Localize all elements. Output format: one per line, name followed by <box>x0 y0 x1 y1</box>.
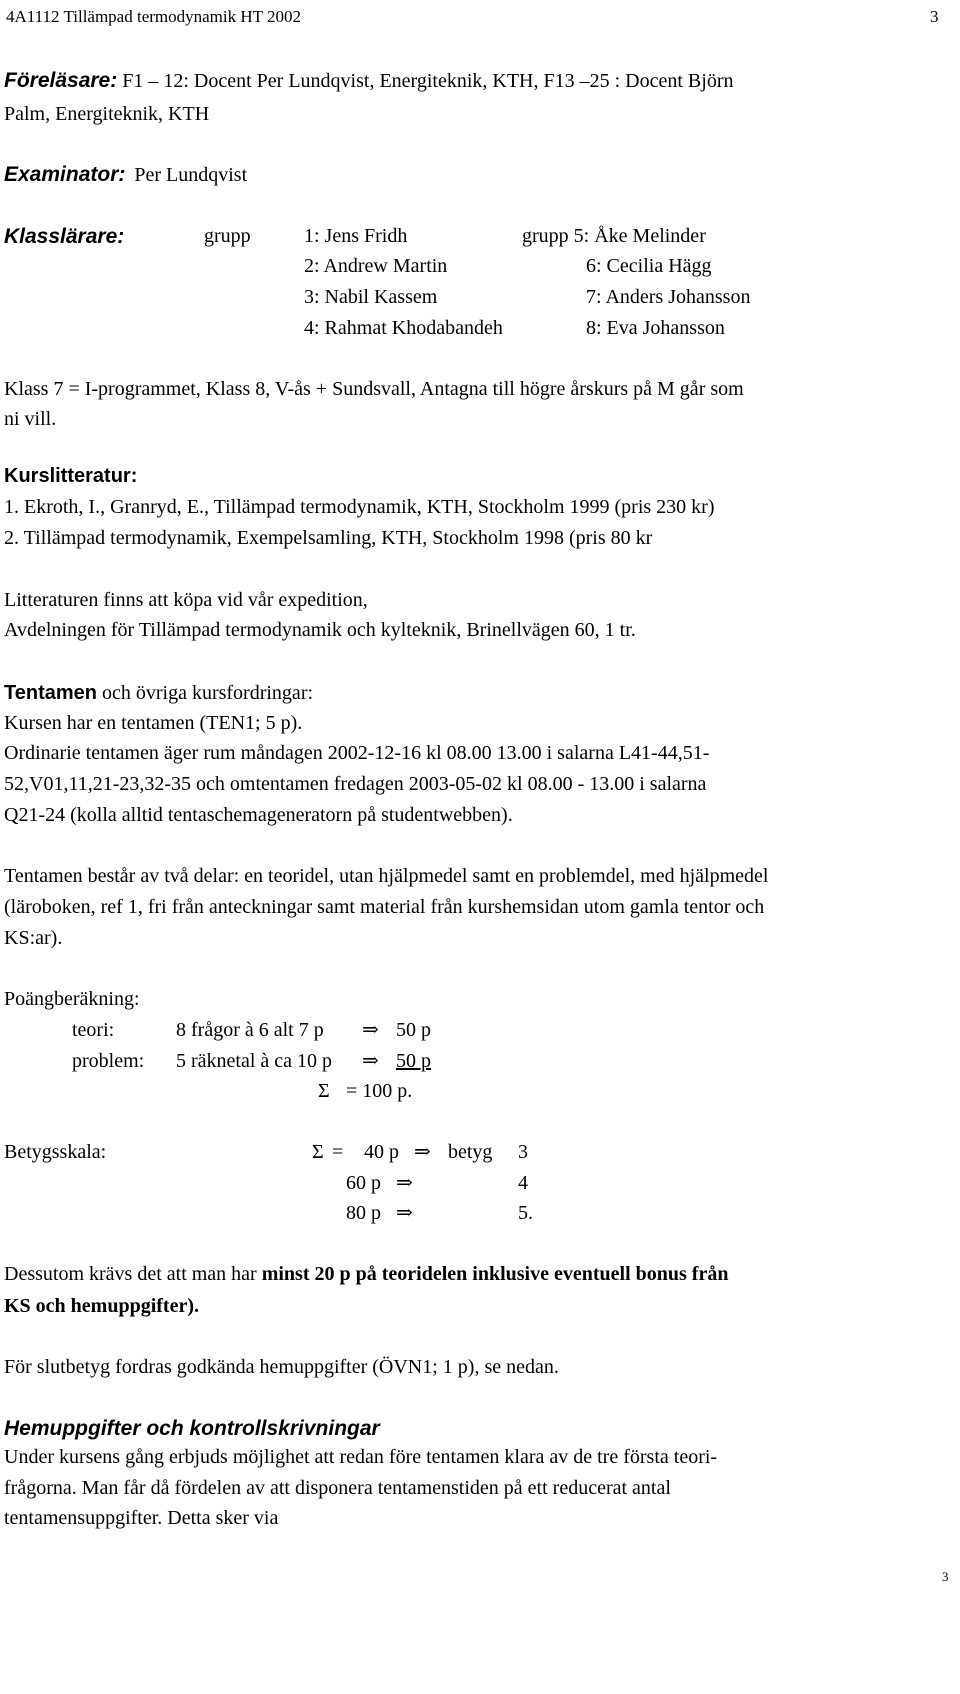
group-1: 1: Jens Fridh <box>304 225 408 247</box>
group-4: 4: Rahmat Khodabandeh <box>304 317 503 339</box>
grade-row-3-grade: 5. <box>518 1202 533 1224</box>
footer-page-number: 3 <box>942 1569 949 1584</box>
literature-item-1: 1. Ekroth, I., Granryd, E., Tillämpad termodynamik, KTH, Stockholm 1999 (pris 230 kr) <box>4 496 715 518</box>
implies-arrow-icon: ⇒ <box>362 1019 379 1041</box>
requirement-plain: Dessutom krävs det att man har <box>4 1263 257 1285</box>
grades-sum-eq: = <box>332 1141 344 1163</box>
exam-parts-3: KS:ar). <box>4 927 63 949</box>
grade-row-1-text: betyg <box>448 1141 493 1163</box>
homework-line-1: Under kursens gång erbjuds möjlighet att redan före tentamen klara av de tre första teori- <box>4 1446 718 1468</box>
lecturers-text: F1 – 12: Docent Per Lundqvist, Energiteknik, KTH, F13 –25 : Docent Björn <box>122 70 734 92</box>
lecturers-line-1 <box>4 70 733 91</box>
points-problem-desc: 5 räknetal à ca 10 p <box>176 1050 333 1072</box>
final-grade-line: För slutbetyg fordras godkända hemuppgifter (ÖVN1; 1 p), se nedan. <box>4 1356 559 1378</box>
literature-purchase-1: Litteraturen finns att köpa vid vår expedition, <box>4 589 368 611</box>
points-sum: = 100 p. <box>346 1080 413 1102</box>
literature-purchase-2: Avdelningen för Tillämpad termodynamik och kylteknik, Brinellvägen 60, 1 tr. <box>4 619 636 641</box>
homework-line-2: frågorna. Man får då fördelen av att disponera tentamenstiden på ett reducerat antal <box>4 1477 671 1499</box>
klass-note-line-1: Klass 7 = I-programmet, Klass 8, V-ås + Sundsvall, Antagna till högre årskurs på M går som <box>4 378 744 400</box>
exam-line-1: Kursen har en tentamen (TEN1; 5 p). <box>4 712 303 734</box>
running-header-title: 4A1112 Tillämpad termodynamik HT 2002 <box>6 7 301 26</box>
klass-note-line-2: ni vill. <box>4 408 57 430</box>
sigma-icon: Σ <box>318 1080 330 1102</box>
grade-row-2-pts: 60 p <box>346 1172 381 1194</box>
lecturers-line-2: Palm, Energiteknik, KTH <box>4 103 210 125</box>
exam-heading-rest: och övriga kursfordringar: <box>101 682 314 704</box>
implies-arrow-icon: ⇒ <box>396 1172 413 1194</box>
homework-line-3: tentamensuppgifter. Detta sker via <box>4 1507 279 1529</box>
exam-heading <box>4 683 313 703</box>
literature-item-2: 2. Tillämpad termodynamik, Exempelsamling, KTH, Stockholm 1998 (pris 80 kr <box>4 527 653 549</box>
exam-line-3: 52,V01,11,21-23,32-35 och omtentamen fredagen 2003-05-02 kl 08.00 - 13.00 i salarna <box>4 773 707 795</box>
exam-line-4: Q21-24 (kolla alltid tentaschemageneratorn på studentwebben). <box>4 804 513 826</box>
group-2: 2: Andrew Martin <box>304 255 448 277</box>
implies-arrow-icon: ⇒ <box>362 1050 379 1072</box>
group-3: 3: Nabil Kassem <box>304 286 438 308</box>
grades-label: Betygsskala: <box>4 1141 107 1163</box>
implies-arrow-icon: ⇒ <box>396 1202 413 1224</box>
points-teori-label: teori: <box>72 1019 115 1041</box>
exam-parts-1: Tentamen består av två delar: en teoridel, utan hjälpmedel samt en problemdel, med hjälpmedel <box>4 865 769 887</box>
examiner-name: Per Lundqvist <box>134 164 248 186</box>
exam-parts-2: (läroboken, ref 1, fri från anteckningar samt material från kurshemsidan utom gamla tentor och <box>4 896 765 918</box>
exam-line-2: Ordinarie tentamen äger rum måndagen 2002-12-16 kl 08.00 13.00 i salarna L41-44,51- <box>4 742 710 764</box>
sigma-icon: Σ <box>312 1141 324 1163</box>
grade-row-1-grade: 3 <box>518 1141 528 1163</box>
points-teori-desc: 8 frågor à 6 alt 7 p <box>176 1019 324 1041</box>
examiner-line <box>4 164 247 185</box>
grade-row-3-pts: 80 p <box>346 1202 381 1224</box>
points-teori-pts: 50 p <box>396 1019 431 1041</box>
requirement-bold-2: KS och hemuppgifter). <box>4 1295 199 1317</box>
class-teachers-label: Klasslärare: <box>4 225 125 248</box>
group-5: grupp 5: Åke Melinder <box>522 225 706 247</box>
examiner-label: Examinator: <box>4 163 126 186</box>
homework-heading: Hemuppgifter och kontrollskrivningar <box>4 1417 380 1440</box>
literature-heading: Kurslitteratur: <box>4 465 138 487</box>
grupp-word: grupp <box>204 225 251 247</box>
implies-arrow-icon: ⇒ <box>414 1141 431 1163</box>
group-6: 6: Cecilia Hägg <box>586 255 712 277</box>
grade-row-1-pts: 40 p <box>364 1141 399 1163</box>
points-problem-label: problem: <box>72 1050 145 1072</box>
exam-heading-bold: Tentamen <box>4 682 97 704</box>
lecturers-label: Föreläsare: <box>4 69 118 92</box>
grade-row-2-grade: 4 <box>518 1172 528 1194</box>
points-heading: Poängberäkning: <box>4 988 140 1010</box>
group-7: 7: Anders Johansson <box>586 286 751 308</box>
requirement-bold-1: minst 20 p på teoridelen inklusive eventuell bonus från <box>261 1263 729 1285</box>
running-header-page: 3 <box>930 7 939 26</box>
requirement-line-1 <box>4 1264 728 1284</box>
group-8: 8: Eva Johansson <box>586 317 725 339</box>
points-problem-pts: 50 p <box>396 1050 431 1072</box>
